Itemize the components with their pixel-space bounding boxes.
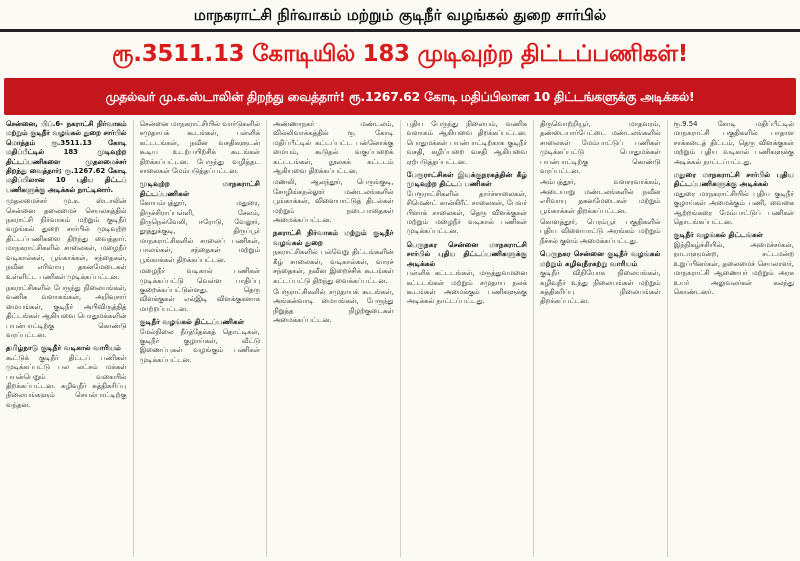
subheading: பேரூராட்சிகள் இயக்குநரகத்தின் கீழ் முடிவுற்ற திட்டப் பணிகள்	[406, 170, 527, 189]
article-column	[674, 120, 795, 557]
subheading: குடிநீர் வழங்கல் திட்டப்பணிகள்	[139, 317, 245, 327]
article-column	[407, 120, 528, 557]
paragraph: பள்ளிக் கட்டடங்கள், மருத்துவமனை கட்டடங்கள் மற்றும் சமுதாய நலக் கூடங்கள் அமைக்கும் பணிகளுக்கு அடிக்கல் நாட்டப்பட்டது.	[406, 269, 527, 306]
headline-text: ரூ.3511.13 கோடியில் 183 முடிவுற்ற திட்டப்பணிகள்!	[112, 41, 688, 67]
department-header	[0, 0, 800, 30]
article-column	[540, 120, 661, 557]
paragraph: புதிய பேருந்து நிலையம், வணிக வளாகம் ஆகியவை திறக்கப்பட்டன. பொதுமக்கள் பயன்பாட்டிற்காக குடிநீர் வசதி, கழிப்பறை வசதி ஆகியவை ஏற்படுத்தப்பட்டன.	[406, 120, 527, 166]
column-divider	[667, 120, 668, 557]
headline	[0, 32, 800, 77]
paragraph: குடிநீர் விநியோக நிலையங்கள், கழிவுநீர் உந்து நிலையங்கள் மற்றும் சுத்திகரிப்பு நிலையங்கள் திறக்கப்பட்டன.	[540, 269, 661, 306]
paragraph: முதலமைச்சர் மு.க. ஸ்டாலின் சென்னை தலைமைச் செயலகத்தில் நகராட்சி நிர்வாகம் மற்றும் குடிநீர் வழங்கல் துறை சார்பில் முடிவுற்ற திட்டப்பணிகளை திறந்து வைத்தார். மாநகராட்சிகளில் சாலைகள், மழைநீர் வடிகால்கள், பூங்காக்கள், சந்தைகள், நவீன எரிவாயு தகனமேடைகள் உள்ளிட்ட பணிகள் முடிக்கப்பட்டன.	[6, 197, 127, 281]
paragraph: திருவொற்றியூர், மாதவரம், தண்டையார்பேட்டை மண்டலங்களில் சாலைகள் மேம்பாட்டுப் பணிகள் முடிக்கப்பட்டு பொதுமக்கள் பயன்பாட்டிற்கு கொண்டு வரப்பட்டன.	[540, 120, 661, 176]
department-text: மாநகராட்சி நிர்வாகம் மற்றும் குடிநீர் வழங்கல் துறை சார்பில்	[193, 6, 607, 24]
paragraph: இந்நிகழ்ச்சியில், அமைச்சர்கள், நாடாளுமன்ற, சட்டமன்ற உறுப்பினர்கள், தலைமைச் செயலாளர், மாநகராட்சி ஆணையர் மற்றும் அரசு உயர் அலுவலர்கள் கலந்து கொண்டனர்.	[673, 240, 794, 296]
red-banner	[4, 78, 796, 115]
paragraph: சென்னை மாநகராட்சியில் வார்டுகளில் சமுதாயக் கூடங்கள், பள்ளிக் கட்டடங்கள், நவீன வசதிகளுடன் கூடிய உடற்பயிற்சிக் கூடங்கள் திறக்கப்பட்டன. பேருந்து வழித்தட சாலைகள் மேம்படுத்தப்பட்டன.	[139, 120, 260, 176]
column-divider	[133, 120, 134, 557]
paragraph: அம்பத்தூர், வளசரவாக்கம், அடையாறு மண்டலங்களில் நவீன எரிவாயு தகனமேடைகள் மற்றும் பூங்காக்கள் திறக்கப்பட்டன.	[540, 178, 661, 215]
paragraph: நகராட்சிகளில் பல்வேறு திட்டங்களின் கீழ் சாலைகள், வடிகால்கள், வாரச் சந்தைகள், நவீன இறைச்சிக் கூடங்கள் கட்டப்பட்டு திறந்து வைக்கப்பட்டன.	[273, 248, 394, 285]
paragraph: மழைநீர் வடிகால் பணிகள் முடிக்கப்பட்டு வெள்ள பாதிப்பு குறைக்கப்பட்டுள்ளது. தெரு விளக்குகள் எல்இடி விளக்குகளாக மாற்றப்பட்டன.	[139, 267, 260, 313]
column-divider	[266, 120, 267, 557]
paragraph: நகராட்சிகளில் பேருந்து நிலையங்கள், வணிக வளாகங்கள், அறிவுசார் மையங்கள், குடிநீர் அபிவிருத்தித் திட்டங்கள் ஆகியவை பொதுமக்களின் பயன்பாட்டிற்கு கொண்டு வரப்பட்டன.	[6, 283, 127, 339]
article-columns	[6, 120, 794, 557]
subheading: தமிழ்நாடு குடிநீர் வடிகால் வாரியம்	[6, 343, 121, 353]
paragraph: மணலி, ஆலந்தூர், பெருங்குடி, சோழிங்கநல்லூர் மண்டலங்களில் பூங்காக்கள், விளையாட்டுத் திடல்கள் மற்றும் நடைபாதைகள் அமைக்கப்பட்டன.	[273, 178, 394, 225]
subheading: முடிவுற்ற மாநகராட்சி திட்டப்பணிகள்	[139, 179, 260, 198]
article-column	[140, 120, 261, 557]
paragraph: பேரூராட்சிகளில் தார்ச்சாலைகள், சிமெண்ட் கான்கிரீட் சாலைகள், பேவர் பிளாக் சாலைகள், தெரு விளக்குகள் மற்றும் மழைநீர் வடிகால் பணிகள் முடிக்கப்பட்டன.	[406, 189, 527, 236]
paragraph: கொளத்தூர், பெரம்பூர் பகுதிகளில் புதிய விளையாட்டு அரங்கம் மற்றும் நீச்சல் குளம் அமைக்கப்பட்டது.	[540, 218, 661, 245]
subheading: குடிநீர் வழங்கல் திட்டங்கள்	[673, 230, 764, 240]
subheading: பெருநகர சென்னை குடிநீர் வழங்கல் மற்றும் கழிவுநீரகற்று வாரியம்	[540, 249, 661, 268]
subheading: பெருநகர சென்னை மாநகராட்சி சார்பில் புதிய திட்டப்பணிகளுக்கு அடிக்கல்	[406, 239, 527, 268]
subheading: நகராட்சி நிர்வாகம் மற்றும் குடிநீர் வழங்கல் துறை	[273, 228, 394, 247]
paragraph: கூட்டுக் குடிநீர் திட்டப் பணிகள் முடிக்கப்பட்டு பல லட்சம் மக்கள் பயன்பெறும் வகையில் திறக்கப்பட்டன. கழிவுநீர் சுத்திகரிப்பு நிலையங்களும் செயல்பாட்டிற்கு வந்தன.	[6, 353, 127, 409]
column-divider	[400, 120, 401, 557]
column-divider	[533, 120, 534, 557]
paragraph: கோயம்புத்தூர், மதுரை, திருச்சிராப்பள்ளி, சேலம், திருநெல்வேலி, ஈரோடு, வேலூர், தூத்துக்குடி, திருப்பூர் மாநகராட்சிகளில் சாலைப் பணிகள், பாலங்கள், சந்தைகள் மற்றும் பூங்காக்கள் திறக்கப்பட்டன.	[139, 199, 260, 264]
paragraph: மேல்நிலை நீர்த்தேக்கத் தொட்டிகள், குடிநீர் குழாய்கள், வீட்டு இணைப்புகள் வழங்கும் பணிகள் முடிக்கப்பட்டன.	[139, 327, 260, 364]
paragraph: மதுரை மாநகராட்சியில் புதிய குடிநீர் குழாய்கள் அமைக்கும் பணி, வைகை ஆற்றங்கரை மேம்பாட்டுப் பணிகள் தொடங்கப்பட்டன.	[673, 189, 794, 227]
paragraph: அண்ணாநகர் மண்டலம், வில்லிவாக்கத்தில் ரூ. கோடி மதிப்பீட்டில் கட்டப்பட்ட பன்னோக்கு மையம், கூடுதல் வகுப்பறைக் கட்டடங்கள், நூலகக் கட்டடம் ஆகியவை திறக்கப்பட்டன.	[273, 120, 394, 176]
lead-paragraph: சென்னை, பிப்.6- நகராட்சி நிர்வாகம் மற்றும் குடிநீர் வழங்கல் துறை சார்பில் மொத்தம் ரூ.3511.13 கோடி மதிப்பீட்டில் 183 முடிவுற்ற திட்டப்பணிகளை முதலமைச்சர் திறந்து வைத்தார்; ரூ.1267.62 கோடி மதிப்பிலான 10 புதிய திட்டப் பணிகளுக்கு அடிக்கல் நாட்டினார்.	[6, 120, 127, 194]
paragraph: ரூ.9.54 கோடி மதிப்பீட்டில் மாநகராட்சி பகுதிகளில் பாதாள சாக்கடைத் திட்டம், தெரு விளக்குகள் மற்றும் புதிய வடிகால் பணிகளுக்கு அடிக்கல் நாட்டப்பட்டது.	[673, 120, 794, 166]
paragraph: பேரூராட்சிகளில் சமுதாயக் கூடங்கள், அங்கன்வாடி மையங்கள், பேருந்து நிறுத்த நிழற்குடைகள் அமைக்கப்பட்டன.	[273, 287, 394, 325]
article-column	[6, 120, 127, 557]
banner-text: முதல்வர் மு.க.ஸ்டாலின் திறந்து வைத்தார்! ரூ.1267.62 கோடி மதிப்பிலான 10 திட்டங்களுக்கு அடிக்கல்!	[105, 89, 695, 104]
subheading: மதுரை மாநகராட்சி சார்பில் புதிய திட்டப்பணிகளுக்கு அடிக்கல்	[673, 170, 794, 189]
article-column	[273, 120, 394, 557]
